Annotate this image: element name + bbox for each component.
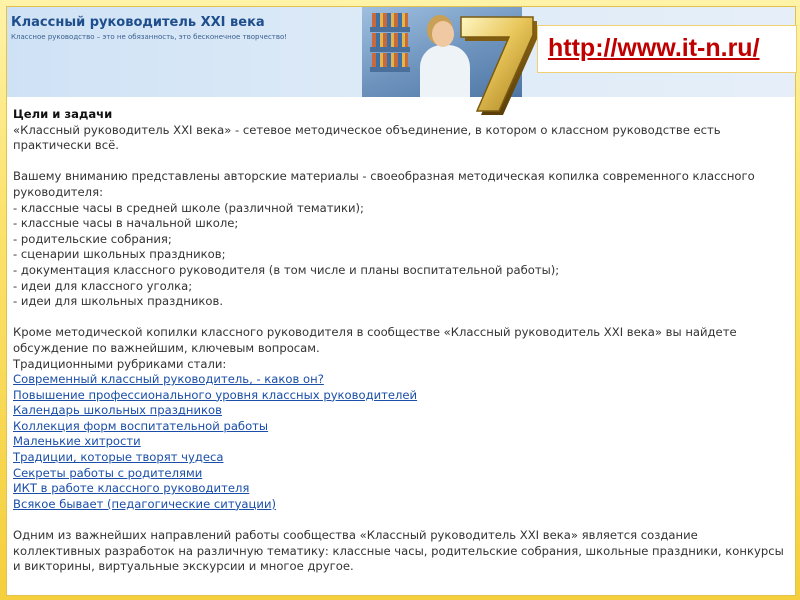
list-item: - документация классного руководителя (в том числе и планы воспитательной работы);: [13, 262, 560, 277]
rubrics-label: Традиционными рубриками стали:: [13, 356, 227, 371]
rubric-link-holiday-calendar[interactable]: Календарь школьных праздников: [13, 403, 222, 418]
main-content: [13, 107, 789, 575]
list-item: - сценарии школьных праздников;: [13, 247, 226, 262]
closing-text-1: Одним из важнейших направлений работы сообщества «Классный руководитель XXI века» является создание: [13, 528, 698, 543]
list-item: - классные часы в начальной школе;: [13, 216, 239, 231]
site-title: Классный руководитель XXI века: [11, 15, 265, 30]
intro-text-1: «Классный руководитель XXI века» - сетевое методическое объединение, в котором о классном руководстве есть: [13, 122, 721, 137]
url-box: [537, 25, 797, 73]
intro-text-2: практически всё.: [13, 138, 119, 153]
rubric-link-professional-level[interactable]: Повышение профессионального уровня классных руководителей: [13, 387, 418, 402]
materials-text-1: Вашему вниманию представлены авторские материалы - своеобразная методическая копилка современного классного: [13, 169, 755, 184]
closing-text-3: и викторины, виртуальные экскурсии и многое другое.: [13, 559, 354, 574]
section-heading: Цели и задачи: [13, 107, 113, 121]
rubric-link-parents-secrets[interactable]: Секреты работы с родителями: [13, 465, 203, 480]
rubric-link-ict[interactable]: ИКТ в работе классного руководителя: [13, 481, 250, 496]
list-item: - родительские собрания;: [13, 231, 172, 246]
rubric-link-situations[interactable]: Всякое бывает (педагогические ситуации): [13, 496, 277, 511]
closing-text-2: коллективных разработок на различную тематику: классные часы, родительские собрания, школьные праздники, конкурсы: [13, 543, 784, 558]
header-divider: [7, 97, 795, 99]
list-item: - классные часы в средней школе (различной тематики);: [13, 200, 364, 215]
materials-text-2: руководителя:: [13, 184, 103, 199]
list-item: - идеи для школьных праздников.: [13, 294, 224, 309]
rubric-link-little-tricks[interactable]: Маленькие хитрости: [13, 434, 141, 449]
list-item: - идеи для классного уголка;: [13, 278, 193, 293]
discussion-text-2: обсуждение по важнейшим, ключевым вопросам.: [13, 340, 320, 355]
rubric-link-modern-teacher[interactable]: Современный классный руководитель, - каков он?: [13, 372, 324, 387]
number-seven-logo: [449, 7, 539, 117]
rubric-link-forms-collection[interactable]: Коллекция форм воспитательной работы: [13, 418, 269, 433]
site-url-link[interactable]: http://www.it-n.ru/: [548, 34, 760, 62]
site-subtitle: Классное руководство – это не обязанность, это бесконечное творчество!: [11, 33, 288, 41]
rubric-link-traditions[interactable]: Традиции, которые творят чудеса: [13, 450, 224, 465]
slide-frame: [6, 6, 796, 596]
discussion-text-1: Кроме методической копилки классного руководителя в сообществе «Классный руководитель XXI века» вы найдете: [13, 325, 737, 340]
